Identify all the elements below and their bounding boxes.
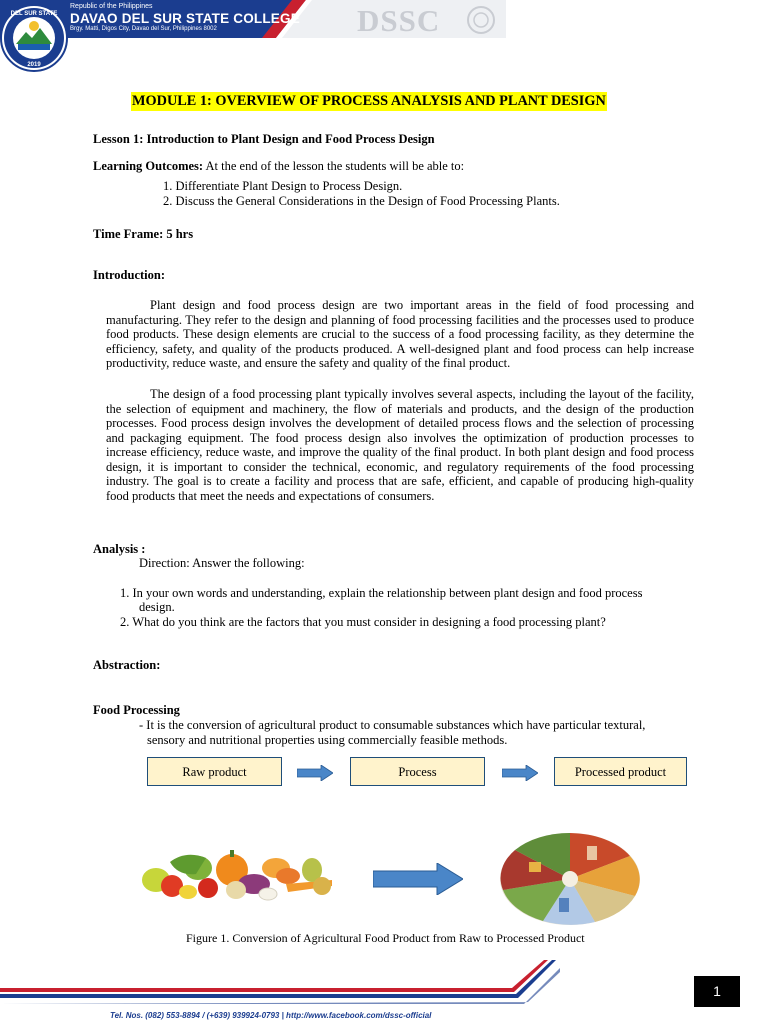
right-arrow-icon [502, 765, 538, 781]
republic-text: Republic of the Philippines [70, 3, 153, 10]
figure-caption: Figure 1. Conversion of Agricultural Food Product from Raw to Processed Product [186, 931, 585, 945]
flow-box-raw-product: Raw product [147, 757, 282, 786]
learning-outcomes-label: Learning Outcomes: [93, 159, 204, 173]
flow-box-processed-product: Processed product [554, 757, 687, 786]
outcome-item: 2. Discuss the General Considerations in the Design of Food Processing Plants. [163, 194, 560, 208]
right-arrow-icon [373, 863, 463, 895]
college-address: Brgy. Matti, Digos City, Davao del Sur, Philippines 8002 [70, 26, 217, 32]
analysis-question-1-cont: design. [139, 600, 175, 614]
college-seal-logo [0, 4, 68, 72]
food-processing-definition: - It is the conversion of agricultural product to consumable substances which have particular textural, [139, 718, 646, 732]
lesson-title: Lesson 1: Introduction to Plant Design and Food Process Design [93, 132, 435, 146]
dssc-wordmark: DSSC [357, 3, 441, 38]
analysis-question-2: 2. What do you think are the factors that you must consider in designing a food processing plant? [120, 615, 606, 629]
outcome-item: 1. Differentiate Plant Design to Process Design. [163, 179, 403, 193]
svg-text:DEL SUR STATE: DEL SUR STATE [10, 11, 58, 17]
food-processing-definition-cont: sensory and nutritional properties using commercially feasible methods. [147, 733, 508, 747]
flow-box-process: Process [350, 757, 485, 786]
analysis-heading: Analysis : [93, 542, 146, 556]
intro-p1-text: Plant design and food process design are two important areas in the field of food processing and manufacturing. They refer to the design and planning of food processing facilities and the processes used to produce food products. These design elements are crucial to the success of a food processing facility, as they determine the efficiency, safety, and quality of the products produced. A well-designed plant and food process can help increase productivity, reduce waste, and ensure the safety and quality of the final product. [106, 298, 694, 370]
page-number: 1 [694, 976, 740, 1007]
college-name: DAVAO DEL SUR STATE COLLEGE [70, 11, 300, 26]
introduction-paragraph-1 [106, 298, 694, 371]
svg-text:2019: 2019 [27, 62, 41, 68]
footer-contact: Tel. Nos. (082) 553-8894 / (+639) 939924-0793 | http://www.facebook.com/dssc-official [110, 1011, 432, 1020]
raw-produce-image [136, 840, 336, 904]
module-title: MODULE 1: OVERVIEW OF PROCESS ANALYSIS AND PLANT DESIGN [132, 93, 606, 109]
learning-outcomes [93, 159, 464, 174]
introduction-paragraph-2 [106, 387, 694, 503]
intro-p2-text: The design of a food processing plant typically involves several aspects, including the layout of the facility, the selection of equipment and machinery, the flow of materials and products, and the design of the production processes. Food process design involves the development of detailed process flows and the selection of processing and packaging equipment. The food process design also involves the optimization of production processes to increase efficiency, reduce waste, and improve the quality of the final product. In both plant design and food process design, it is important to consider the technical, economic, and regulatory requirements of the food processing industry. The goal is to create a facility and process that are safe, efficient, and capable of producing high-quality food products that meet the needs and expectations of consumers. [106, 387, 694, 503]
learning-outcomes-text: At the end of the lesson the students will be able to: [203, 159, 465, 173]
time-frame: Time Frame: 5 hrs [93, 227, 194, 241]
analysis-direction: Direction: Answer the following: [139, 556, 305, 570]
footer-stripes [0, 958, 560, 1004]
abstraction-heading: Abstraction: [93, 658, 161, 672]
processed-food-pie-image [499, 832, 641, 926]
food-processing-heading: Food Processing [93, 703, 180, 717]
analysis-question-1: 1. In your own words and understanding, explain the relationship between plant design and food process [120, 586, 643, 600]
right-arrow-icon [297, 765, 333, 781]
watermark-seal-icon [466, 5, 496, 35]
introduction-heading: Introduction: [93, 268, 166, 282]
